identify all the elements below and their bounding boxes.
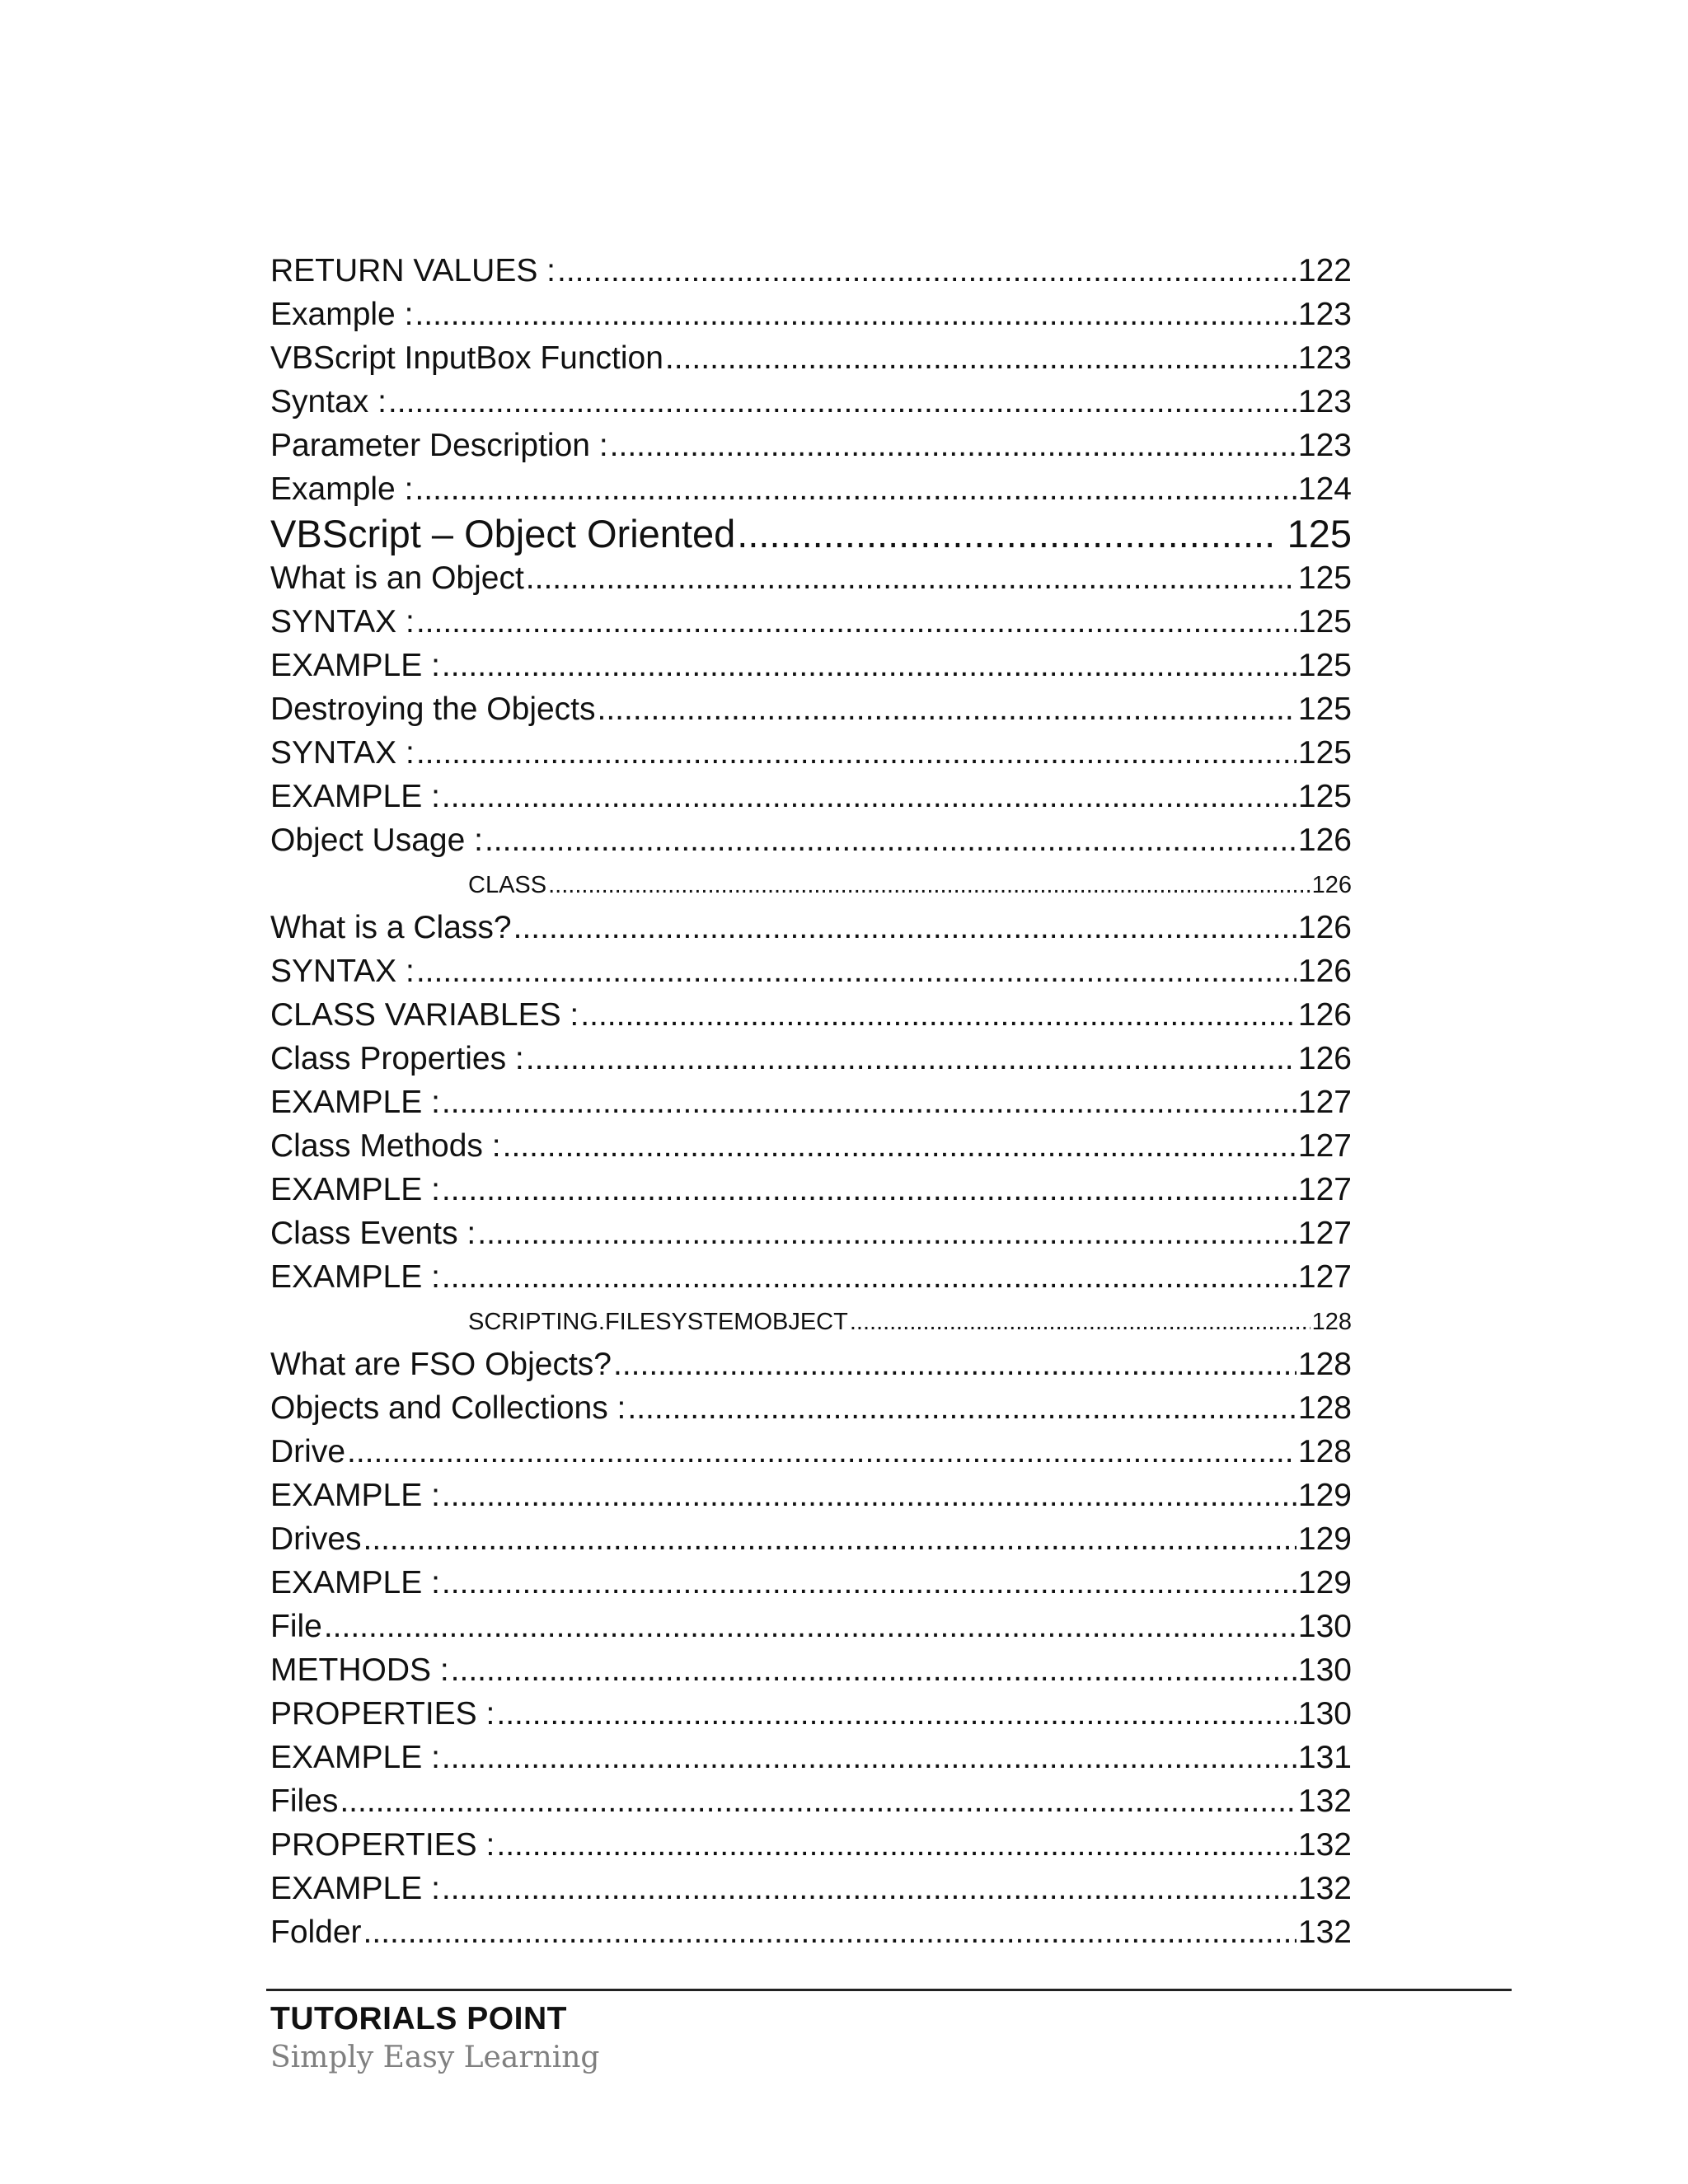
toc-entry[interactable] <box>270 1605 1352 1648</box>
toc-entry-title: PROPERTIES : <box>270 1827 495 1863</box>
toc-entry-page: 128 <box>1297 1390 1352 1426</box>
toc-entry-title: Example : <box>270 471 414 507</box>
toc-section-page: 126 <box>1311 872 1352 898</box>
toc-entry[interactable] <box>270 1386 1352 1430</box>
toc-leader <box>850 1299 1311 1343</box>
toc-entry-title: EXAMPLE : <box>270 1871 440 1906</box>
toc-entry-title: Class Properties : <box>270 1041 524 1076</box>
toc-entry[interactable] <box>270 949 1352 993</box>
toc-entry-title: Class Methods : <box>270 1128 501 1164</box>
toc-leader <box>363 1910 1296 1954</box>
toc-section-title: SCRIPTING.FILESYSTEMOBJECT <box>468 1309 848 1335</box>
toc-entry[interactable] <box>270 249 1352 293</box>
toc-entry[interactable] <box>270 644 1352 687</box>
toc-leader <box>442 1168 1296 1212</box>
toc-entry-title: Syntax : <box>270 384 387 419</box>
toc-leader <box>347 1430 1296 1474</box>
toc-entry[interactable] <box>270 556 1352 600</box>
toc-leader <box>416 949 1296 993</box>
toc-entry-page: 123 <box>1297 384 1352 419</box>
toc-entry-title: Drives <box>270 1521 362 1557</box>
toc-chapter-page: 125 <box>1287 512 1352 555</box>
toc-entry[interactable] <box>270 775 1352 818</box>
toc-entry-page: 127 <box>1297 1216 1352 1251</box>
toc-section-entry[interactable] <box>270 862 1352 906</box>
toc-entry-page: 126 <box>1297 1041 1352 1076</box>
toc-entry-page: 126 <box>1297 823 1352 858</box>
toc-entry-page: 126 <box>1297 954 1352 989</box>
toc-entry[interactable] <box>270 1867 1352 1910</box>
toc-entry-page: 130 <box>1297 1609 1352 1644</box>
footer-brand: TUTORIALS POINT <box>270 2001 567 2036</box>
toc-entry[interactable] <box>270 1255 1352 1299</box>
toc-entry-title: EXAMPLE : <box>270 1259 440 1295</box>
toc-leader <box>665 336 1296 380</box>
toc-entry-page: 125 <box>1297 735 1352 771</box>
toc-entry-page: 127 <box>1297 1259 1352 1295</box>
toc-entry-title: EXAMPLE : <box>270 648 440 683</box>
toc-entry-title: What is an Object <box>270 560 524 596</box>
toc-entry-title: PROPERTIES : <box>270 1696 495 1732</box>
toc-entry-title: EXAMPLE : <box>270 1565 440 1601</box>
toc-entry[interactable] <box>270 1124 1352 1168</box>
toc-entry[interactable] <box>270 1561 1352 1605</box>
toc-entry-title: SYNTAX : <box>270 604 415 640</box>
toc-entry[interactable] <box>270 293 1352 336</box>
toc-leader <box>598 687 1296 731</box>
toc-leader <box>442 1867 1296 1910</box>
toc-entry-title: Parameter Description : <box>270 428 608 463</box>
toc-entry[interactable] <box>270 1736 1352 1779</box>
toc-leader <box>442 1474 1296 1517</box>
toc-entry-title: Class Events : <box>270 1216 476 1251</box>
toc-leader <box>442 1561 1296 1605</box>
toc-leader <box>627 1386 1296 1430</box>
toc-entry-title: EXAMPLE : <box>270 1085 440 1120</box>
toc-entry-title: What are FSO Objects? <box>270 1347 612 1382</box>
toc-leader <box>503 1124 1296 1168</box>
toc-leader <box>363 1517 1296 1561</box>
toc-leader <box>324 1605 1296 1648</box>
toc-entry[interactable] <box>270 600 1352 644</box>
toc-entry-title: What is a Class? <box>270 910 512 945</box>
toc-leader <box>513 906 1296 949</box>
toc-section-page: 128 <box>1311 1309 1352 1335</box>
toc-leader <box>442 1736 1296 1779</box>
toc-entry-title: CLASS VARIABLES : <box>270 997 579 1033</box>
footer-divider <box>266 1989 1512 1991</box>
toc-entry-title: METHODS : <box>270 1652 449 1688</box>
toc-entry-title: Destroying the Objects <box>270 691 596 727</box>
toc-entry[interactable] <box>270 1779 1352 1823</box>
toc-entry-page: 125 <box>1297 648 1352 683</box>
toc-entry-page: 129 <box>1297 1478 1352 1513</box>
toc-entry[interactable] <box>270 906 1352 949</box>
toc-leader <box>548 862 1311 906</box>
toc-entry[interactable] <box>270 1212 1352 1255</box>
toc-leader <box>442 1255 1296 1299</box>
toc-leader <box>416 731 1296 775</box>
toc-leader <box>526 1037 1296 1080</box>
toc-entry-title: SYNTAX : <box>270 735 415 771</box>
toc-leader <box>442 1080 1296 1124</box>
toc-entry[interactable] <box>270 1648 1352 1692</box>
toc-entry-title: VBScript InputBox Function <box>270 340 663 376</box>
toc-entry-page: 125 <box>1297 779 1352 814</box>
toc-entry-page: 128 <box>1297 1434 1352 1469</box>
toc-leader <box>442 644 1296 687</box>
toc-entry-title: EXAMPLE : <box>270 1740 440 1775</box>
toc-entry-page: 125 <box>1297 560 1352 596</box>
toc-entry-title: EXAMPLE : <box>270 1172 440 1207</box>
toc-entry-title: EXAMPLE : <box>270 1478 440 1513</box>
toc-leader <box>442 775 1296 818</box>
toc-entry-page: 132 <box>1297 1871 1352 1906</box>
toc-entry[interactable] <box>270 1430 1352 1474</box>
toc-leader <box>485 818 1296 862</box>
toc-entry-page: 130 <box>1297 1696 1352 1732</box>
toc-entry-title: Folder <box>270 1915 362 1950</box>
toc-entry[interactable] <box>270 1080 1352 1124</box>
toc-entry-title: RETURN VALUES : <box>270 253 556 288</box>
toc-entry-page: 130 <box>1297 1652 1352 1688</box>
toc-entry[interactable] <box>270 1168 1352 1212</box>
toc-entry-page: 123 <box>1297 340 1352 376</box>
toc-entry-title: Objects and Collections : <box>270 1390 626 1426</box>
toc-entry-page: 125 <box>1297 604 1352 640</box>
toc-entry-page: 127 <box>1297 1172 1352 1207</box>
toc-entry[interactable] <box>270 1823 1352 1867</box>
toc-entry-title: EXAMPLE : <box>270 779 440 814</box>
toc-entry-title: Files <box>270 1783 339 1819</box>
toc-entry[interactable] <box>270 731 1352 775</box>
toc-entry-page: 123 <box>1297 428 1352 463</box>
toc-entry[interactable] <box>270 1343 1352 1386</box>
toc-entry-page: 126 <box>1297 910 1352 945</box>
toc-entry[interactable] <box>270 818 1352 862</box>
toc-entry[interactable] <box>270 1692 1352 1736</box>
toc-leader <box>496 1823 1296 1867</box>
toc-entry-title: File <box>270 1609 322 1644</box>
toc-entry-title: Object Usage : <box>270 823 483 858</box>
toc-section-entry[interactable] <box>270 1299 1352 1343</box>
toc-entry-page: 124 <box>1297 471 1352 507</box>
toc-entry[interactable] <box>270 380 1352 424</box>
toc-entry[interactable] <box>270 336 1352 380</box>
toc-entry[interactable] <box>270 424 1352 467</box>
toc-leader <box>613 1343 1296 1386</box>
toc-leader <box>526 556 1296 600</box>
toc-entry[interactable] <box>270 467 1352 511</box>
toc-entry[interactable] <box>270 1474 1352 1517</box>
toc-leader <box>737 511 1275 556</box>
toc-entry-page: 126 <box>1297 997 1352 1033</box>
toc-entry-title: SYNTAX : <box>270 954 415 989</box>
toc-entry-page: 129 <box>1297 1521 1352 1557</box>
toc-entry[interactable] <box>270 687 1352 731</box>
toc-entry-page: 127 <box>1297 1128 1352 1164</box>
toc-entry-title: Drive <box>270 1434 346 1469</box>
toc-entry-page: 125 <box>1297 691 1352 727</box>
toc-leader <box>416 600 1296 644</box>
toc-chapter-title: VBScript – Object Oriented <box>270 512 736 555</box>
toc-entry-page: 122 <box>1297 253 1352 288</box>
toc-entry-page: 131 <box>1297 1740 1352 1775</box>
footer-tagline: Simply Easy Learning <box>270 2041 600 2074</box>
toc-leader <box>496 1692 1296 1736</box>
toc-entry-page: 129 <box>1297 1565 1352 1601</box>
table-of-contents <box>270 249 1352 1954</box>
toc-chapter-entry[interactable] <box>270 511 1352 556</box>
toc-leader <box>415 467 1296 511</box>
toc-leader <box>557 249 1296 293</box>
toc-leader <box>580 993 1296 1037</box>
toc-entry-page: 128 <box>1297 1347 1352 1382</box>
toc-entry[interactable] <box>270 1037 1352 1080</box>
toc-entry-page: 132 <box>1297 1827 1352 1863</box>
toc-entry[interactable] <box>270 1910 1352 1954</box>
toc-leader <box>477 1212 1296 1255</box>
toc-leader <box>451 1648 1296 1692</box>
toc-section-title: CLASS <box>468 872 547 898</box>
toc-leader <box>340 1779 1296 1823</box>
toc-entry-page: 127 <box>1297 1085 1352 1120</box>
toc-leader <box>415 293 1296 336</box>
toc-entry-title: Example : <box>270 297 414 332</box>
toc-leader <box>388 380 1296 424</box>
toc-leader <box>610 424 1296 467</box>
toc-entry-page: 132 <box>1297 1915 1352 1950</box>
toc-entry-page: 123 <box>1297 297 1352 332</box>
toc-entry[interactable] <box>270 993 1352 1037</box>
toc-entry[interactable] <box>270 1517 1352 1561</box>
toc-entry-page: 132 <box>1297 1783 1352 1819</box>
